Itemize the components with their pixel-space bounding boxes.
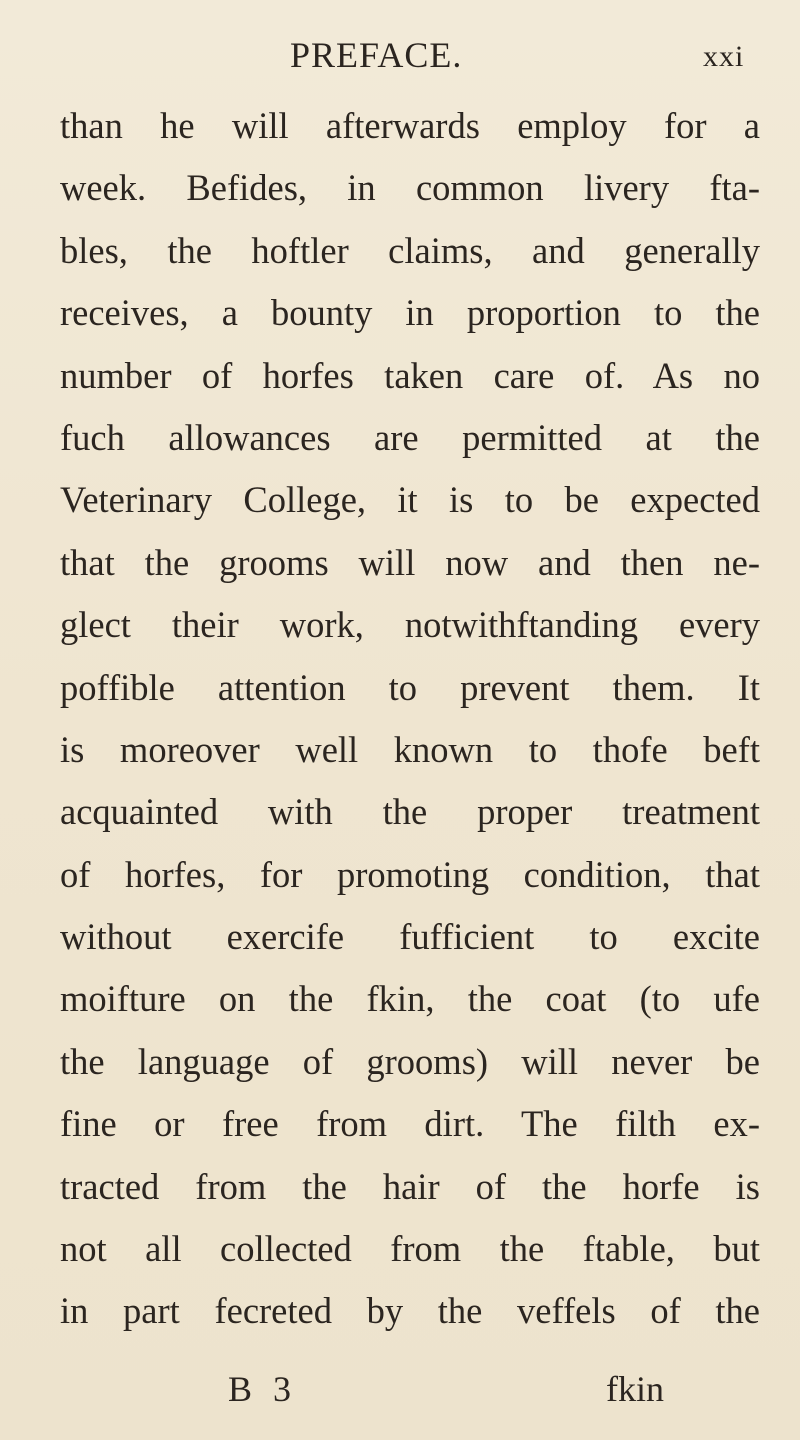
text-line: moifture on the fkin, the coat (to ufe — [60, 978, 760, 1020]
catchword: fkin — [606, 1369, 664, 1409]
text-line: week. Befides, in common livery fta- — [60, 167, 760, 209]
text-line: than he will afterwards employ for a — [60, 105, 760, 146]
text-line: fuch allowances are permitted at the — [60, 416, 760, 458]
page-footer — [0, 1368, 800, 1418]
signature-mark: B 3 — [228, 1369, 298, 1409]
running-header — [0, 34, 800, 94]
text-line: receives, a bounty in proportion to the — [60, 292, 760, 334]
text-line: is moreover well known to thofe beft — [60, 728, 760, 770]
text-line: the language of grooms) will never be — [60, 1040, 760, 1082]
text-line: glect their work, notwithftanding every — [60, 604, 760, 646]
text-line: without exercife fufficient to excite — [60, 916, 760, 958]
page-number: xxi — [703, 40, 745, 73]
text-line: acquainted with the proper treatment — [60, 791, 760, 833]
text-line: fine or free from dirt. The filth ex- — [60, 1103, 760, 1145]
text-line: not all collected from the ftable, but — [60, 1228, 760, 1270]
text-line: poffible attention to prevent them. It — [60, 666, 760, 708]
text-line: number of horfes taken care of. As no — [60, 354, 760, 396]
text-line: tracted from the hair of the horfe is — [60, 1165, 760, 1207]
text-line: in part fecreted by the veffels of the — [60, 1290, 760, 1332]
text-line: Veterinary College, it is to be expected — [60, 479, 760, 521]
text-line: bles, the hoftler claims, and generally — [60, 229, 760, 271]
text-line: that the grooms will now and then ne- — [60, 541, 760, 583]
running-title: PREFACE. — [290, 35, 463, 75]
body-text — [60, 95, 760, 1343]
text-line: of horfes, for promoting condition, that — [60, 853, 760, 895]
